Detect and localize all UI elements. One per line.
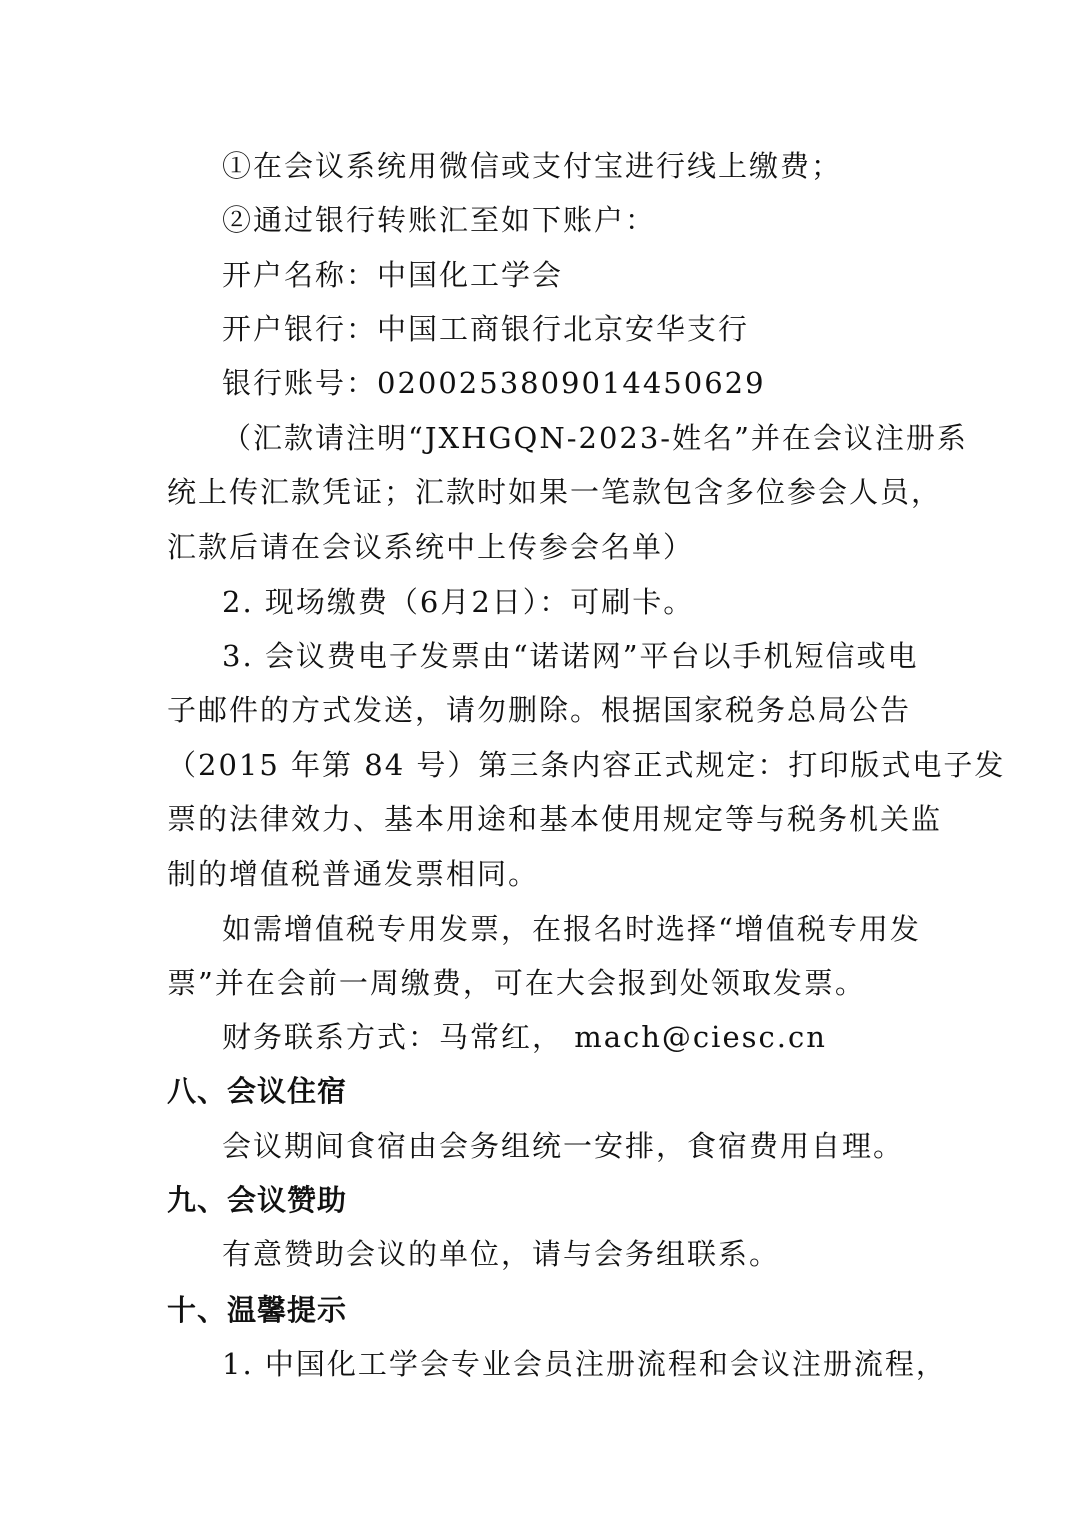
special-invoice-line-1: 如需增值税专用发票，在报名时选择“增值税专用发 (222, 912, 921, 946)
onsite-payment: 2. 现场缴费（6月2日）：可刷卡。 (222, 585, 695, 619)
transfer-note-line-3: 汇款后请在会议系统中上传参会名单） (167, 530, 695, 564)
transfer-note-line-2: 统上传汇款凭证；汇款时如果一笔款包含多位参会人员， (167, 475, 943, 509)
invoice-paragraph-line-1: 3. 会议费电子发票由“诺诺网”平台以手机短信或电 (222, 639, 919, 673)
sponsorship-text: 有意赞助会议的单位，请与会务组联系。 (222, 1237, 781, 1271)
invoice-paragraph-line-2: 子邮件的方式发送，请勿删除。根据国家税务总局公告 (167, 693, 912, 727)
special-invoice-line-2: 票”并在会前一周缴费，可在大会报到处领取发票。 (167, 966, 866, 1000)
section-heading-tips: 十、温馨提示 (167, 1293, 348, 1327)
account-bank: 开户银行：中国工商银行北京安华支行 (222, 312, 750, 346)
tips-item-1: 1. 中国化工学会专业会员注册流程和会议注册流程， (222, 1347, 947, 1381)
transfer-note-line-1: （汇款请注明“JXHGQN-2023-姓名”并在会议注册系 (222, 421, 968, 455)
invoice-paragraph-line-3: （2015 年第 84 号）第三条内容正式规定：打印版式电子发 (167, 748, 1006, 782)
invoice-paragraph-line-4: 票的法律效力、基本用途和基本使用规定等与税务机关监 (167, 802, 943, 836)
invoice-paragraph-line-5: 制的增值税普通发票相同。 (167, 857, 540, 891)
section-heading-sponsorship: 九、会议赞助 (167, 1183, 348, 1217)
accommodation-text: 会议期间食宿由会务组统一安排，食宿费用自理。 (222, 1129, 905, 1163)
payment-option-online: ①在会议系统用微信或支付宝进行线上缴费； (222, 149, 843, 183)
finance-contact: 财务联系方式：马常红， mach@ciesc.cn (222, 1020, 827, 1054)
payment-option-bank-transfer: ②通过银行转账汇至如下账户： (222, 203, 657, 237)
account-name: 开户名称：中国化工学会 (222, 258, 564, 292)
account-number: 银行账号：0200253809014450629 (222, 366, 766, 400)
section-heading-accommodation: 八、会议住宿 (167, 1074, 348, 1108)
